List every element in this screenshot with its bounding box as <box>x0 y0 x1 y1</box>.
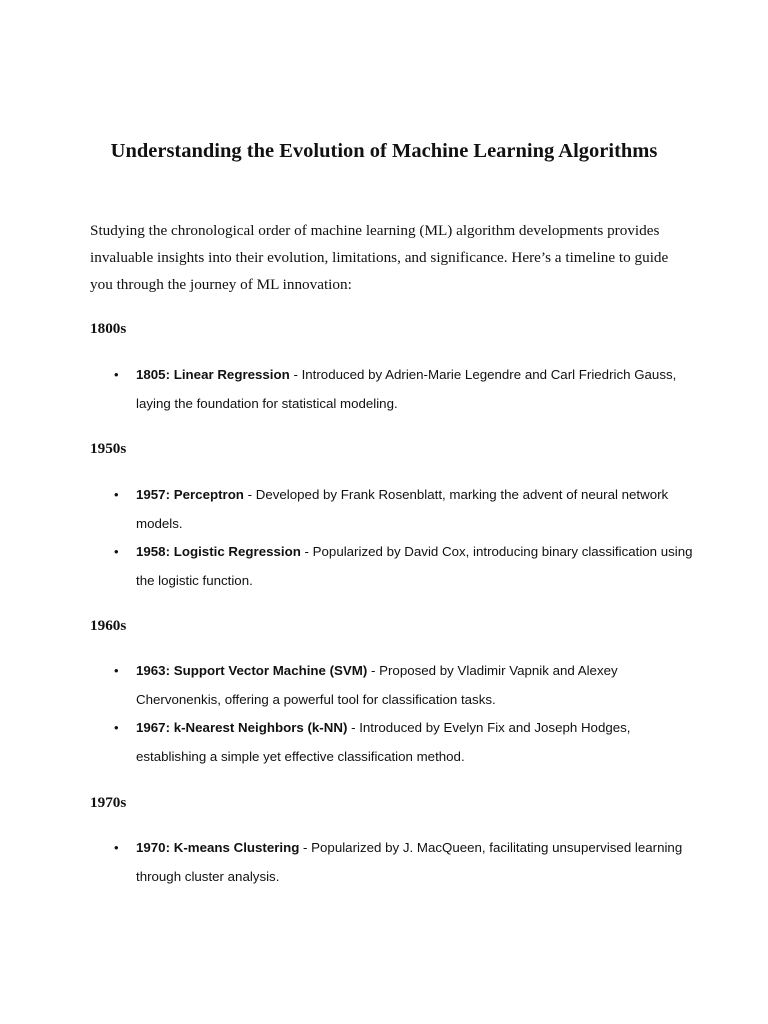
intro-paragraph: Studying the chronological order of machine learning (ML) algorithm developments provides invaluable insights into their evolution, limitations, and significance. Here’s a timeline to guide you through the journey of ML innovation: <box>90 222 669 294</box>
entry-description: - Introduced by Adrien-Marie Legendre and Carl Friedrich Gauss, laying the foundation for statistical modeling. <box>136 367 677 411</box>
entry-separator: : <box>165 663 171 678</box>
timeline-entry-kmeans <box>114 834 696 891</box>
entry-description: - Popularized by J. MacQueen, facilitating unsupervised learning through cluster analysis. <box>136 840 683 884</box>
entry-year: 1963 <box>136 663 166 678</box>
section-heading-1800s: 1800s <box>90 320 127 337</box>
entry-year: 1970 <box>136 840 166 855</box>
entry-separator: : <box>165 367 171 382</box>
entry-name: Perceptron <box>173 487 244 502</box>
bullet-icon: • <box>114 367 119 382</box>
timeline-entry-logistic-regression <box>114 538 696 595</box>
document-title: Understanding the Evolution of Machine Learning Algorithms <box>110 140 658 162</box>
entry-name: Support Vector Machine (SVM) <box>173 663 368 678</box>
entry-name: Logistic Regression <box>173 544 301 559</box>
entry-name: k-Nearest Neighbors (k-NN) <box>173 720 348 735</box>
timeline-entry-knn <box>114 714 696 771</box>
timeline-entry-linear-regression <box>114 361 696 418</box>
entry-year: 1958 <box>136 544 166 559</box>
entry-separator: : <box>165 720 171 735</box>
entry-description: - Developed by Frank Rosenblatt, marking the advent of neural network models. <box>136 487 669 531</box>
bullet-icon: • <box>114 663 119 678</box>
bullet-icon: • <box>114 487 119 502</box>
bullet-icon: • <box>114 840 119 855</box>
entry-description: - Proposed by Vladimir Vapnik and Alexey Chervonenkis, offering a powerful tool for classification tasks. <box>136 663 618 707</box>
entry-name: Linear Regression <box>173 367 290 382</box>
timeline-entry-perceptron <box>114 481 696 538</box>
bullet-icon: • <box>114 720 119 735</box>
entry-year: 1805 <box>136 367 166 382</box>
entry-separator: : <box>165 840 171 855</box>
entry-year: 1967 <box>136 720 166 735</box>
entry-separator: : <box>165 544 171 559</box>
entry-year: 1957 <box>136 487 166 502</box>
section-heading-1950s: 1950s <box>90 440 127 457</box>
entry-description: - Popularized by David Cox, introducing binary classification using the logistic function. <box>136 544 693 588</box>
section-heading-1960s: 1960s <box>90 617 127 634</box>
bullet-icon: • <box>114 544 119 559</box>
entry-name: K-means Clustering <box>173 840 300 855</box>
section-heading-1970s: 1970s <box>90 794 127 811</box>
entry-description: - Introduced by Evelyn Fix and Joseph Hodges, establishing a simple yet effective classification method. <box>136 720 631 764</box>
entry-separator: : <box>165 487 171 502</box>
timeline-entry-svm <box>114 657 696 714</box>
